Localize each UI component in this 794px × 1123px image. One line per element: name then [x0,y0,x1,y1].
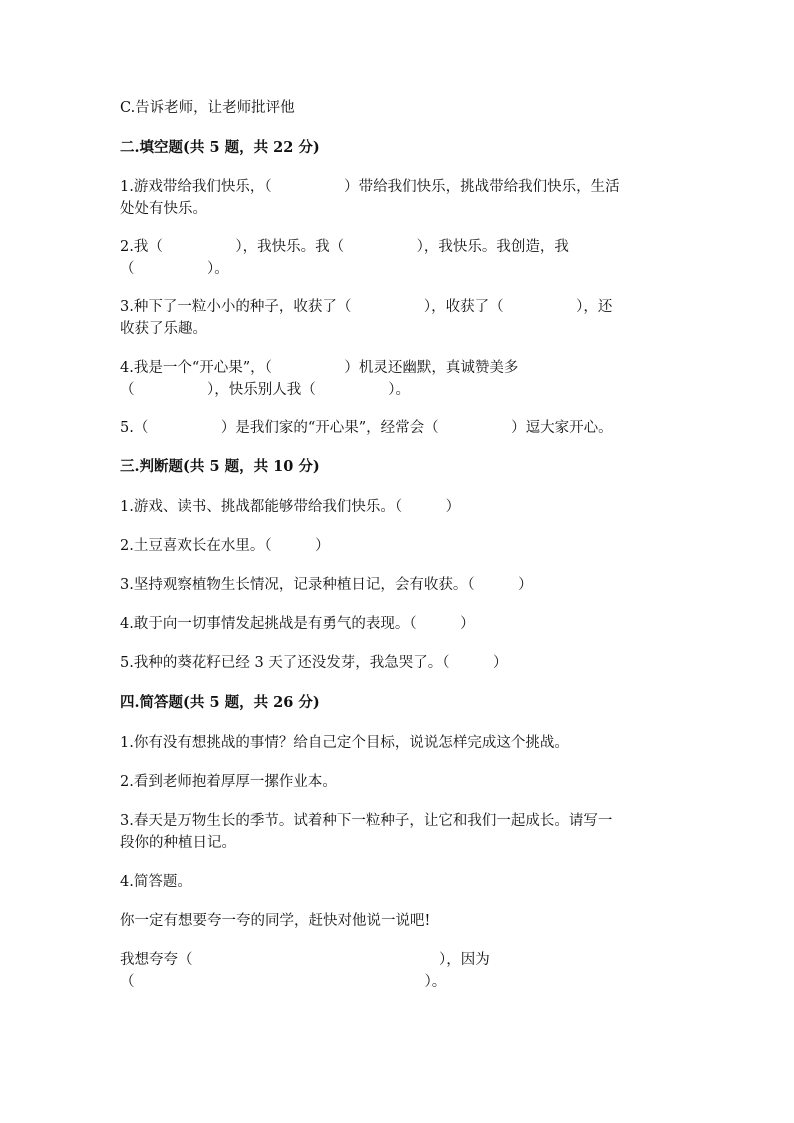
section-heading-fill-in: 二.填空题(共 5 题，共 22 分) [120,139,320,156]
judge-q1: 1.游戏、读书、挑战都能够带给我们快乐。（ ） [120,499,461,515]
judge-q4: 4.敢于向一切事情发起挑战是有勇气的表现。（ ） [120,616,475,632]
short-q4: 4.简答题。 [120,874,192,890]
fill-q3-line2: 收获了乐趣。 [120,321,207,337]
judge-q2: 2.土豆喜欢长在水里。（ ） [120,538,330,554]
option-c-line: C.告诉老师，让老师批评他 [120,100,295,116]
judge-q3: 3.坚持观察植物生长情况，记录种植日记，会有收获。（ ） [120,577,533,593]
short-q1: 1.你有没有想挑战的事情？给自己定个目标，说说怎样完成这个挑战。 [120,735,569,751]
fill-q1-line1: 1.游戏带给我们快乐，（ ）带给我们快乐，挑战带给我们快乐，生活 [120,179,620,195]
fill-q3-line1: 3.种下了一粒小小的种子，收获了（ ），收获了（ ），还 [120,299,613,315]
short-q4-answer-line2: （ ）。 [120,974,447,990]
fill-q1-line2: 处处有快乐。 [120,201,207,217]
short-q4-prompt: 你一定有想要夸一夸的同学，赶快对他说一说吧! [120,913,431,929]
short-q3-line2: 段你的种植日记。 [120,835,236,851]
fill-q4-line2: （ ），快乐别人我（ ）。 [120,382,410,398]
short-q3-line1: 3.春天是万物生长的季节。试着种下一粒种子，让它和我们一起成长。请写一 [120,813,613,829]
section-heading-short-answer: 四.简答题(共 5 题，共 26 分) [120,694,320,711]
fill-q2-line1: 2.我（ ），我快乐。我（ ），我快乐。我创造，我 [120,239,569,255]
fill-q2-line2: （ ）。 [120,261,229,277]
fill-q5-line: 5.（ ）是我们家的“开心果”，经常会（ ）逗大家开心。 [120,420,613,436]
short-q4-answer-line1: 我想夸夸（ ），因为 [120,952,490,968]
short-q2: 2.看到老师抱着厚厚一摞作业本。 [120,774,337,790]
judge-q5: 5.我种的葵花籽已经 3 天了还没发芽，我急哭了。（ ） [120,655,508,671]
section-heading-true-false: 三.判断题(共 5 题，共 10 分) [120,458,320,475]
fill-q4-line1: 4.我是一个“开心果”，（ ）机灵还幽默，真诚赞美多 [120,360,519,376]
